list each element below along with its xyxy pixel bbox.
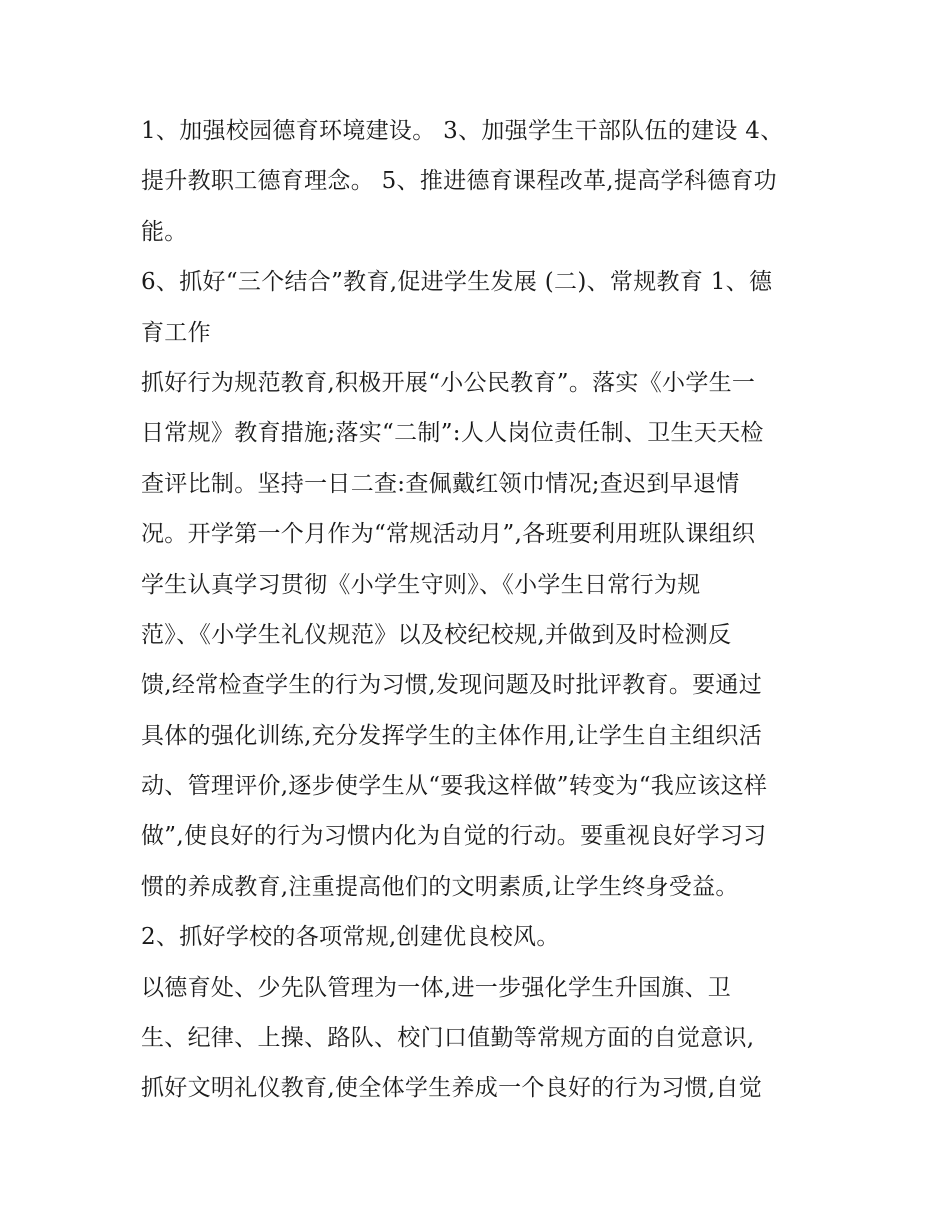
text-line: 做”,使良好的行为习惯内化为自觉的行动。要重视良好学习习 [141, 823, 767, 850]
text-line: 况。开学第一个月作为“常规活动月”,各班要利用班队课组织 [141, 521, 756, 548]
text-line: 抓好文明礼仪教育,使全体学生养成一个良好的行为习惯,自觉 [141, 1075, 763, 1102]
text-line: 具体的强化训练,充分发挥学生的主体作用,让学生自主组织活 [141, 722, 763, 749]
text-line: 查评比制。坚持一日二查:查佩戴红领巾情况;查迟到早退情 [141, 470, 740, 497]
text-line: 日常规》教育措施;落实“二制”:人人岗位责任制、卫生天天检 [141, 420, 764, 447]
text-line: 育工作 [141, 319, 211, 346]
document-body [141, 106, 821, 1114]
text-line: 1、加强校园德育环境建设。 3、加强学生干部队伍的建设 4、 [141, 118, 784, 144]
text-line: 动、管理评价,逐步使学生从“要我这样做”转变为“我应该这样 [141, 773, 768, 800]
text-line: 提升教职工德育理念。 5、推进德育课程改革,提高学科德育功 [141, 168, 777, 195]
text-line: 6、抓好“三个结合”教育,促进学生发展 (二)、常规教育 1、德 [141, 269, 773, 296]
text-line: 馈,经常检查学生的行为习惯,发现问题及时批评教育。要通过 [141, 672, 763, 699]
text-line: 惯的养成教育,注重提高他们的文明素质,让学生终身受益。 [141, 873, 739, 900]
text-line: 生、纪律、上操、路队、校门口值勤等常规方面的自觉意识, [141, 1025, 755, 1052]
text-line: 以德育处、少先队管理为一体,进一步强化学生升国旗、卫 [141, 974, 732, 1001]
text-line: 抓好行为规范教育,积极开展“小公民教育”。落实《小学生一 [141, 369, 756, 396]
text-line: 能。 [141, 218, 188, 245]
text-line: 范》、《小学生礼仪规范》以及校纪校规,并做到及时检测反 [141, 621, 732, 648]
text-line: 学生认真学习贯彻《小学生守则》、《小学生日常行为规 [141, 571, 701, 598]
text-line: 2、抓好学校的各项常规,创建优良校风。 [141, 924, 560, 951]
